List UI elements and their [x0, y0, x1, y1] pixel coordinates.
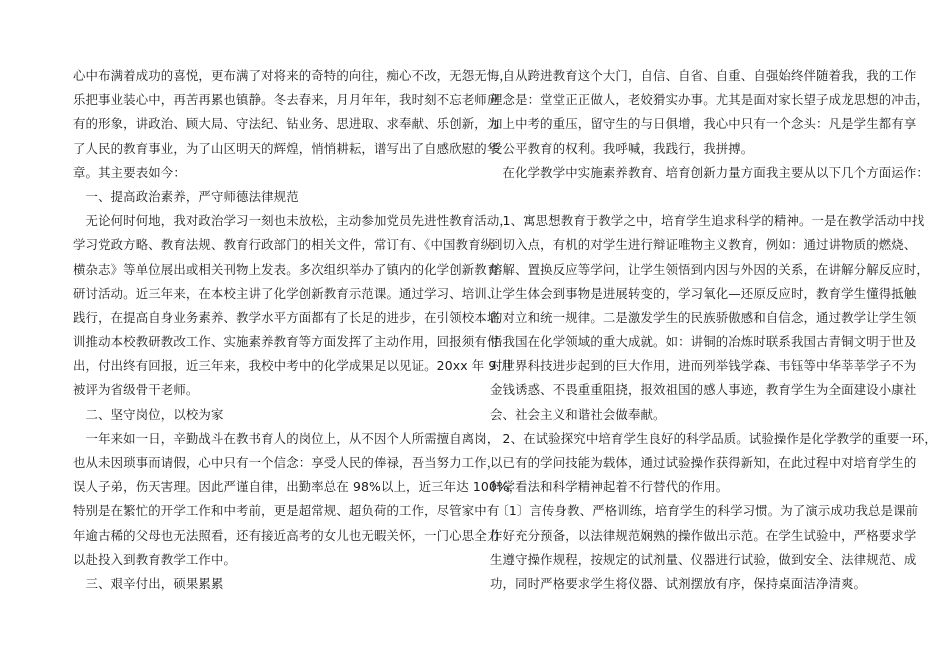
text-line: 2、在试验探究中培育学生良好的科学品质。试验操作是化学教学的重要一环，	[490, 430, 937, 446]
text-line: 横杂志》等单位展出或相关刊物上发表。多次组织举办了镇内的化学创新教育	[73, 261, 500, 277]
text-line: 让学生体会到事物是进展转变的，学习氧化—还原反应时，教育学生懂得抵触	[490, 285, 917, 301]
text-line: 加上中考的重压，留守生的与日俱增，我心中只有一个念头：凡是学生都有享	[490, 116, 917, 132]
text-line: 被评为省级骨干老师。	[73, 382, 199, 398]
text-line: 无论何时何地，我对政治学习一刻也未放松，主动参加党员先进性教育活动，	[73, 213, 512, 229]
text-line: 自从跨进教育这个大门，自信、自省、自重、自强始终伴随着我，我的工作	[490, 68, 917, 83]
left-column	[73, 64, 522, 596]
text-line: 也从未因琐事而请假，心中只有一个信念：享受人民的俸禄，吾当努力工作，	[73, 455, 500, 470]
text-line: 了人民的教育事业，为了山区明天的辉煌，悄悄耕耘，谱写出了自感欣慰的华	[73, 140, 500, 156]
text-line: 〔1〕言传身教、严格训练，培育学生的科学习惯。为了演示成功我总是课前	[490, 503, 919, 519]
text-line: 心中布满着成功的喜悦，更布满了对将来的奇特的向往，痴心不改，无怨无悔，	[73, 68, 512, 83]
text-line: 对世界科技进步起到的巨大作用，进而列举钱学森、韦钰等中华莘莘学子不为	[490, 358, 917, 374]
text-line: 科学看法和科学精神起着不行替代的作用。	[490, 479, 729, 495]
text-line: 以已有的学问技能为载体，通过试验操作获得新知，在此过程中对培育学生的	[490, 455, 917, 470]
text-line: 一、提高政治素养，严守师德法律规范	[73, 188, 299, 204]
text-line: 研讨活动。近三年来，在本校主讲了化学创新教育示范课。通过学习、培训、	[73, 285, 500, 301]
text-line: 作好充分预备，以法律规范娴熟的操作做出示范。在学生试验中，严格要求学	[490, 527, 917, 543]
text-line: 出，付出终有回报，近三年来，我校中考中的化学成果足以见证。20xx 年 9 月	[73, 358, 514, 374]
text-line: 三、艰辛付出，硕果累累	[73, 575, 224, 591]
text-line: 二、坚守岗位，以校为家	[73, 406, 224, 422]
text-line: 学习党政方略、教育法规、教育行政部门的相关文件，常订有、《中国教育纵	[73, 237, 494, 253]
text-line: 一年来如一日，辛勤战斗在教书育人的岗位上，从不因个人所需擅自离岗，	[73, 430, 500, 446]
text-line: 的对立和统一规律。二是激发学生的民族骄傲感和自信念，通过教学让学生领	[490, 309, 917, 325]
text-line: 受公平教育的权利。我呼喊，我践行，我拼搏。	[490, 140, 754, 156]
text-line: 熔解、置换反应等学问，让学生领悟到内因与外因的关系，在讲解分解反应时，	[490, 261, 929, 277]
text-line: 训推动本校教研教改工作、实施素养教育等方面发挥了主动作用，回报须有付	[73, 334, 500, 350]
text-line: 乐把事业装心中，再苦再累也镇静。冬去春来，月月年年，我时刻不忘老师应	[73, 92, 500, 108]
right-column	[490, 64, 937, 596]
text-line: 悟我国在化学领域的重大成就。如：讲铜的冶炼时联系我国古青铜文明于世及	[490, 334, 917, 350]
text-line: 误人子弟，伤天害理。因此严谨自律，出勤率总在 98%以上，近三年达 100%，	[73, 479, 522, 495]
text-line: 年逾古稀的父母也无法照看，还有接近高考的女儿也无暇关怀，一门心思全力	[73, 527, 500, 543]
text-line: 特别是在繁忙的开学工作和中考前，更是超常规、超负荷的工作，尽管家中有	[73, 503, 500, 519]
text-line: 金钱诱惑、不畏重重阻挠，报效祖国的感人事迹，教育学生为全面建设小康社	[490, 382, 917, 398]
blank-line	[490, 185, 878, 209]
text-line: 会、社会主义和谐社会做奉献。	[490, 406, 666, 422]
text-line: 践行，在提高自身业务素养、教学水平方面都有了长足的进步，在引领校本培	[73, 309, 500, 325]
text-line: 理念是：堂堂正正做人，老姣猾实办事。尤其是面对家长望子成龙思想的冲击，	[490, 92, 929, 108]
text-line: 有的形象，讲政治、顾大局、守法纪、钻业务、思进取、求奉献、乐创新，为	[73, 116, 500, 132]
text-line: 生遵守操作规程，按规定的试剂量、仪器进行试验，做到安全、法律规范、成	[490, 551, 917, 567]
text-line: 功，同时严格要求学生将仪器、试剂摆放有序，保持桌面洁净清爽。	[490, 575, 867, 591]
text-line: 以赴投入到教育教学工作中。	[73, 551, 237, 567]
text-line: 到切入点，有机的对学生进行辩证唯物主义教育，例如：通过讲物质的燃烧、	[490, 237, 917, 253]
text-line: 章。其主要表如今：	[73, 164, 186, 180]
text-line: 1、寓思想教育于教学之中，培育学生追求科学的精神。一是在教学活动中找	[490, 213, 925, 229]
text-line: 在化学教学中实施素养教育、培育创新力量方面我主要从以下几个方面运作：	[490, 164, 929, 180]
